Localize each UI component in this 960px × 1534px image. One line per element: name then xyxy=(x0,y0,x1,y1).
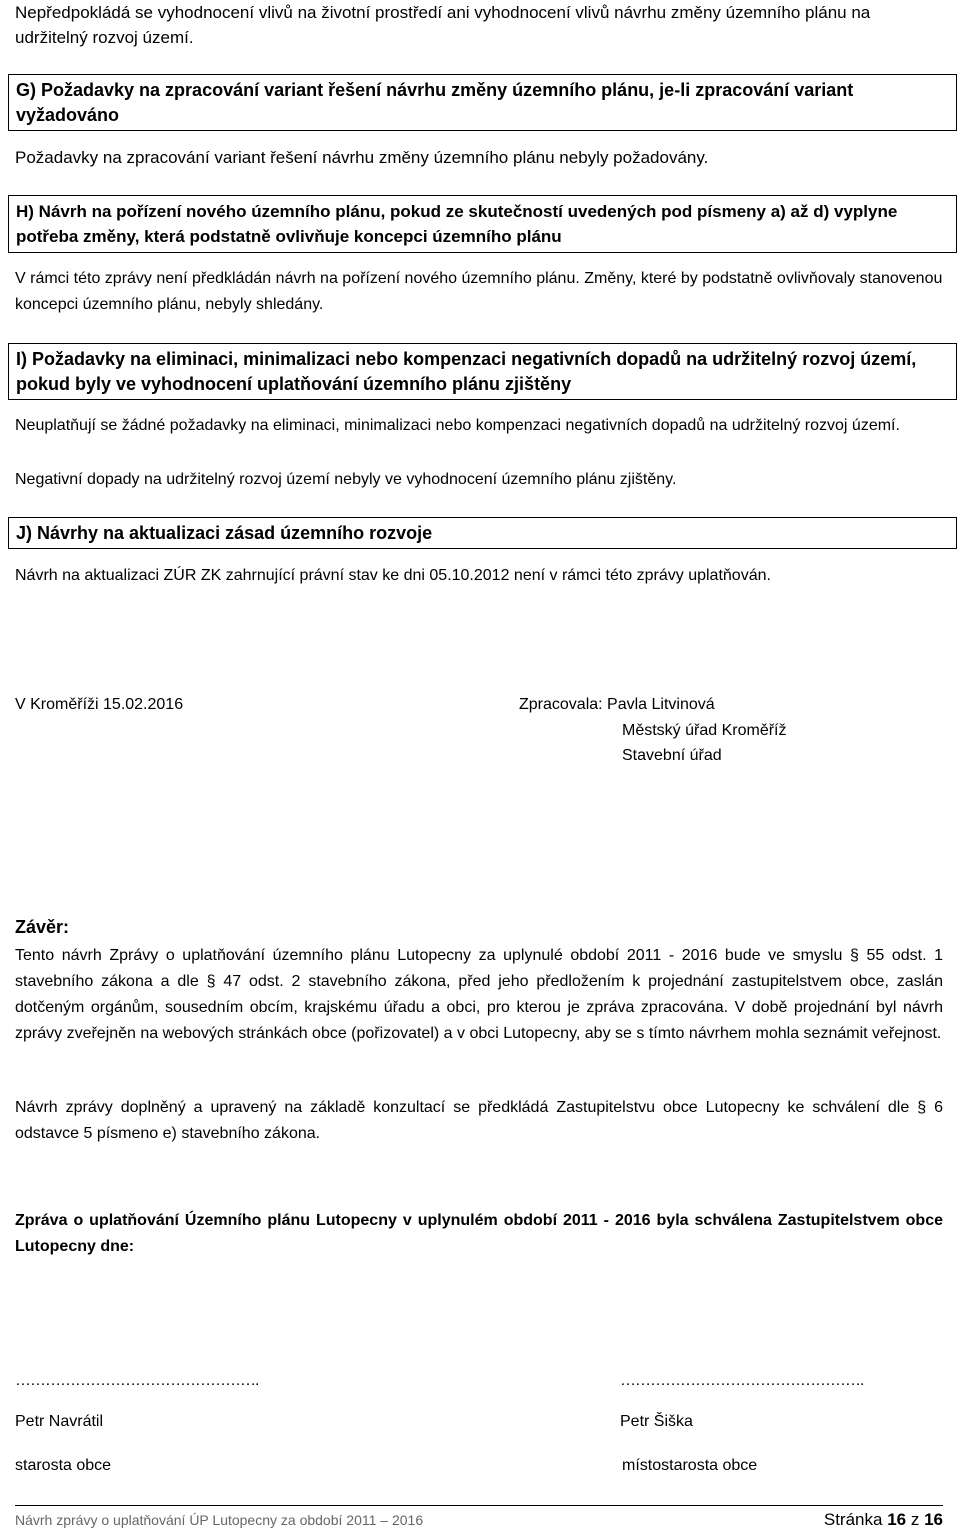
section-h-text: V rámci této zprávy není předkládán návrh na pořízení nového územního plánu. Změny, které by podstatně ovlivňovaly stanovenou koncepci územního plánu, nebyly shledány. xyxy=(15,270,943,313)
signer-right-name: Petr Šiška xyxy=(620,1413,693,1430)
intro-paragraph: Nepředpokládá se vyhodnocení vlivů na životní prostředí ani vyhodnocení vlivů návrhu změny územního plánu na udržitelný rozvoj území. xyxy=(15,3,871,47)
conclusion-title: Závěr: xyxy=(15,917,70,937)
processed-by-office: Městský úřad Kroměříž xyxy=(622,722,787,739)
signature-line-right: …………………………………………. xyxy=(620,1372,864,1389)
approval-statement: Zpráva o uplatňování Územního plánu Lutopecny v uplynulém období 2011 - 2016 byla schválena Zastupitelstvem obce Lutopecny dne: xyxy=(15,1212,943,1255)
section-j-text: Návrh na aktualizaci ZÚR ZK zahrnující právní stav ke dni 05.10.2012 není v rámci této zprávy uplatňován. xyxy=(15,567,771,584)
section-g-heading: G) Požadavky na zpracování variant řešení návrhu změny územního plánu, je-li zpracování variant vyžadováno xyxy=(8,74,957,131)
section-i-text-1: Neuplatňují se žádné požadavky na eliminaci, minimalizaci nebo kompenzaci negativních dopadů na udržitelný rozvoj území. xyxy=(15,417,900,434)
section-g-text: Požadavky na zpracování variant řešení návrhu změny územního plánu nebyly požadovány. xyxy=(15,148,709,167)
section-j-heading: J) Návrhy na aktualizaci zásad územního rozvoje xyxy=(8,517,957,549)
page-separator: z xyxy=(910,1510,920,1529)
page-current: 16 xyxy=(887,1510,907,1529)
signer-left-name: Petr Navrátil xyxy=(15,1413,104,1430)
signature-line-left: …………………………………………. xyxy=(15,1372,259,1389)
place-date: V Kroměříži 15.02.2016 xyxy=(15,696,184,713)
footer-document-title: Návrh zprávy o uplatňování ÚP Lutopecny za období 2011 – 2016 xyxy=(15,1512,424,1528)
section-h-heading: H) Návrh na pořízení nového územního plánu, pokud ze skutečností uvedených pod písmeny a) až d) vyplyne potřeba změny, která podstatně ovlivňuje koncepci územního plánu xyxy=(8,195,957,253)
section-i-text-2: Negativní dopady na udržitelný rozvoj území nebyly ve vyhodnocení územního plánu zjištěny. xyxy=(15,471,677,488)
signer-left-role: starosta obce xyxy=(15,1457,112,1474)
signer-right-role: místostarosta obce xyxy=(622,1457,758,1474)
section-i-heading: I) Požadavky na eliminaci, minimalizaci nebo kompenzaci negativních dopadů na udržitelný rozvoj území, pokud byly ve vyhodnocení uplatňování územního plánu zjištěny xyxy=(8,343,957,400)
processed-by-department: Stavební úřad xyxy=(622,747,722,764)
conclusion-paragraph-1: Tento návrh Zprávy o uplatňování územního plánu Lutopecny za uplynulé období 2011 - 2016 bude ve smyslu § 55 odst. 1 stavebního zákona a dle § 47 odst. 2 stavebního zákona, před jeho předložením k projednání zastupitelstvem obce, zaslán dotčeným orgánům, sousedním obcím, krajskému úřadu a obci, pro kterou je zpráva zpracována. V době projednání byl návrh zprávy zveřejněn na webových stránkách obce (pořizovatel) a v obci Lutopecny, aby se s tímto návrhem mohla seznámit veřejnost. xyxy=(15,947,943,1042)
footer-divider xyxy=(15,1505,943,1506)
page-total: 16 xyxy=(924,1510,943,1529)
conclusion-paragraph-2: Návrh zprávy doplněný a upravený na základě konzultací se předkládá Zastupitelstvu obce Lutopecny ke schválení dle § 6 odstavce 5 písmeno e) stavebního zákona. xyxy=(15,1099,943,1142)
processed-by: Zpracovala: Pavla Litvinová xyxy=(519,696,715,713)
page-label: Stránka xyxy=(823,1510,883,1529)
page-number xyxy=(824,1510,943,1530)
